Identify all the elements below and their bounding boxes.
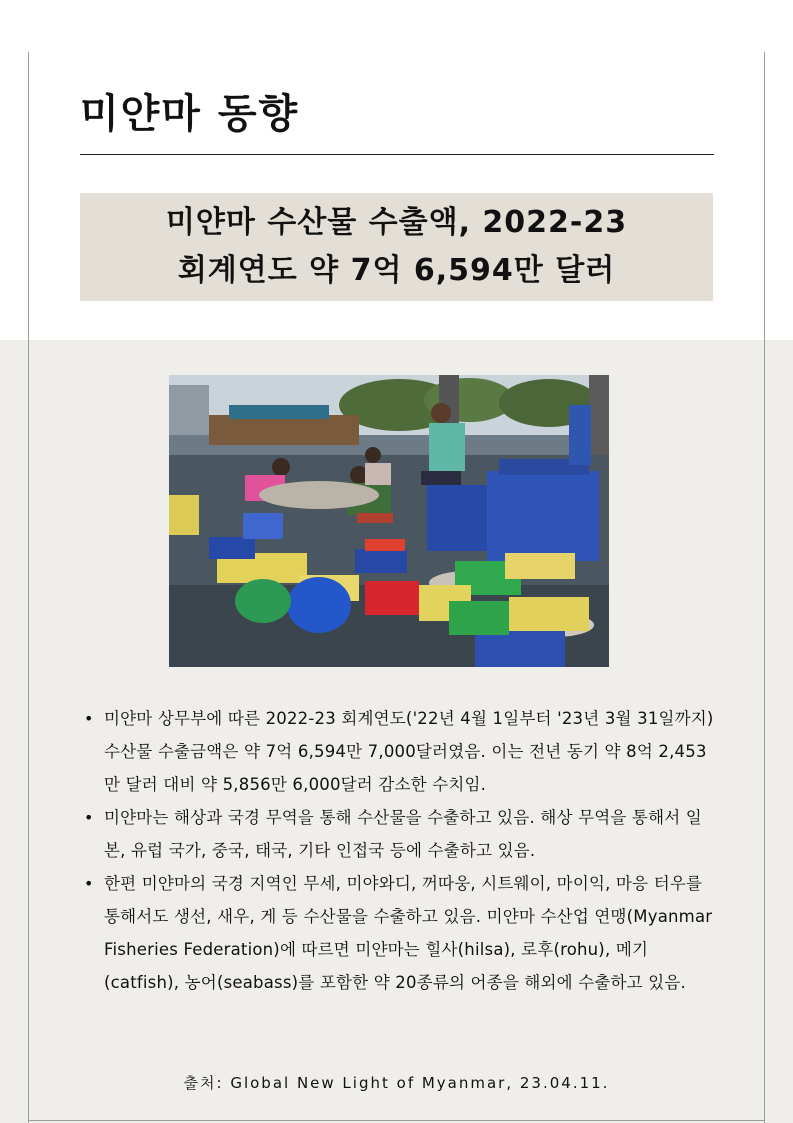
page-frame-left: [28, 52, 29, 1123]
title-divider: [80, 154, 714, 155]
fish-market-photo: [169, 375, 609, 667]
headline-line-2: 회계연도 약 7억 6,594만 달러: [177, 253, 616, 288]
bullet-icon: •: [84, 709, 94, 728]
bullet-list: [84, 702, 720, 999]
headline-box: [80, 193, 713, 301]
list-item: [84, 801, 720, 867]
bullet-icon: •: [84, 808, 94, 827]
headline-line-1: 미얀마 수산물 수출액, 2022-23: [165, 205, 628, 240]
list-item: [84, 702, 720, 801]
bullet-icon: •: [84, 874, 94, 893]
list-item: [84, 867, 720, 999]
page-title: 미얀마 동향: [80, 91, 300, 137]
bullet-text: 미얀마 상무부에 따른 2022-23 회계연도('22년 4월 1일부터 '23년 3월 31일까지) 수산물 수출금액은 약 7억 6,594만 7,000달러였음. 이는 전년 동기 약 8억 2,453만 달러 대비 약 5,856만 6,000달러 감소한 수치임.: [104, 709, 714, 794]
bullet-text: 미얀마는 해상과 국경 무역을 통해 수산물을 수출하고 있음. 해상 무역을 통해서 일본, 유럽 국가, 중국, 태국, 기타 인접국 등에 수출하고 있음.: [104, 808, 702, 860]
source-citation: 출처: Global New Light of Myanmar, 23.04.11.: [183, 1074, 610, 1092]
page-frame-bottom: [28, 1120, 765, 1121]
page-frame-right: [764, 52, 765, 1123]
bullet-text: 한편 미얀마의 국경 지역인 무세, 미야와디, 꺼따웅, 시트웨이, 마이익, 마응 터우를 통해서도 생선, 새우, 게 등 수산물을 수출하고 있음. 미얀마 수산업 연맹(Myanmar Fisheries Federation)에 따르면 미얀마는 힐사(hilsa), 로후(rohu), 메기(catfish), 농어(seabass)를 포함한 약 20종류의 어종을 해외에 수출하고 있음.: [104, 874, 713, 992]
